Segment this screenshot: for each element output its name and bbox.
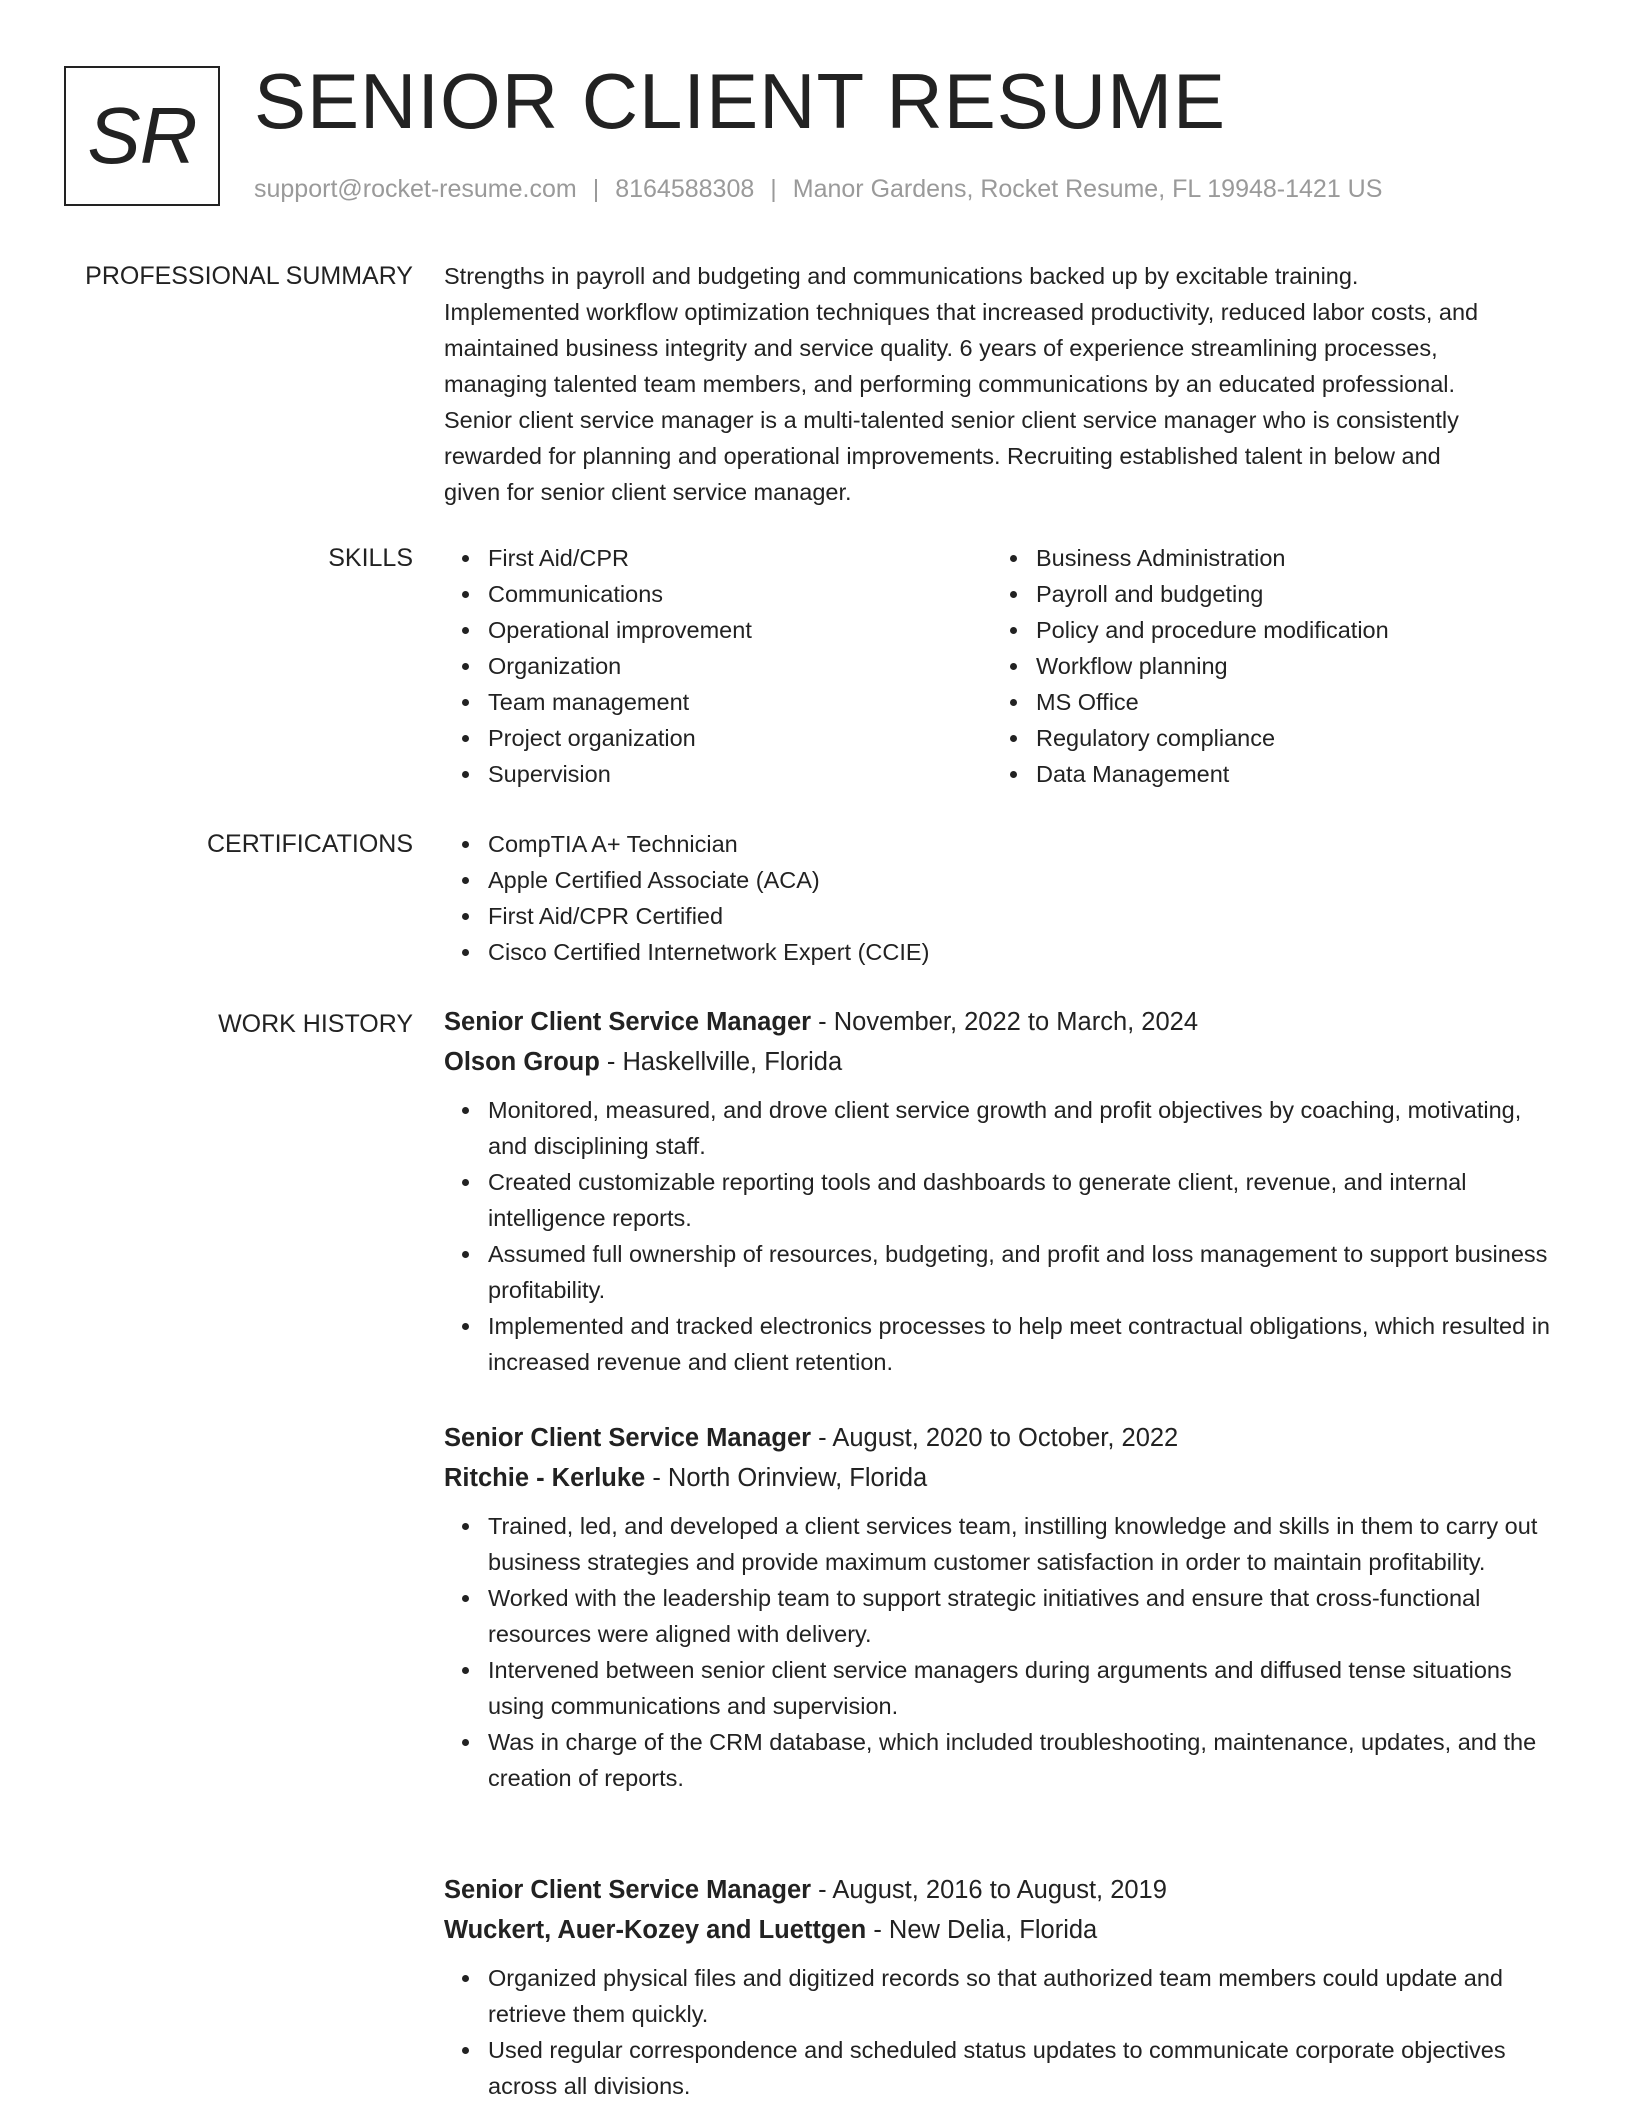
job-bullet: Used regular correspondence and scheduled status updates to communicate corporate objectives across all divisions.	[444, 2032, 1562, 2104]
section-label-summary: PROFESSIONAL SUMMARY	[85, 262, 413, 290]
job-location: - New Delia, Florida	[873, 1916, 1098, 1944]
summary-line: managing talented team members, and performing communications by an educated professional.	[444, 371, 1456, 397]
job-bullet: Worked with the leadership team to support strategic initiatives and ensure that cross-functional resources were aligned with delivery.	[444, 1580, 1562, 1652]
job-bullet: Implemented and tracked electronics processes to help meet contractual obligations, which resulted in increased revenue and client retention.	[444, 1308, 1562, 1380]
skill-item: Business Administration	[992, 540, 1540, 576]
certifications-body	[444, 826, 1562, 970]
job-bullets	[444, 1092, 1562, 1380]
job-location: - Haskellville, Florida	[606, 1048, 843, 1076]
skills-body	[444, 540, 1562, 792]
skill-item: Team management	[444, 684, 992, 720]
certification-item: Cisco Certified Internetwork Expert (CCIE)	[444, 934, 1562, 970]
summary-paragraph	[444, 258, 1562, 510]
job-title-line	[444, 1002, 1562, 1042]
section-label-certifications: CERTIFICATIONS	[206, 830, 413, 858]
job-title-line	[444, 1418, 1562, 1458]
job-company: Olson Group	[444, 1048, 600, 1076]
job-dates: - August, 2016 to August, 2019	[818, 1876, 1167, 1904]
skill-item: Data Management	[992, 756, 1540, 792]
job-dates: - August, 2020 to October, 2022	[818, 1424, 1179, 1452]
certification-item: Apple Certified Associate (ACA)	[444, 862, 1562, 898]
skill-item: Operational improvement	[444, 612, 992, 648]
section-label-work-history: WORK HISTORY	[218, 1010, 413, 1038]
job-location: - North Orinview, Florida	[652, 1464, 928, 1492]
job-entry	[444, 1002, 1562, 1380]
monogram-text: SR	[87, 91, 197, 180]
job-company: Ritchie - Kerluke	[444, 1464, 646, 1492]
skill-item: First Aid/CPR	[444, 540, 992, 576]
skill-item: Project organization	[444, 720, 992, 756]
job-company-line	[444, 1042, 1562, 1082]
skill-item: MS Office	[992, 684, 1540, 720]
monogram-badge	[64, 66, 220, 206]
job-dates: - November, 2022 to March, 2024	[818, 1008, 1199, 1036]
summary-line: rewarded for planning and operational improvements. Recruiting established talent in below and	[444, 443, 1441, 469]
summary-line: given for senior client service manager.	[444, 479, 852, 505]
contact-address: Manor Gardens, Rocket Resume, FL 19948-1421 US	[792, 175, 1383, 203]
skills-list-right	[992, 540, 1540, 792]
summary-line: maintained business integrity and service quality. 6 years of experience streamlining processes,	[444, 335, 1438, 361]
job-entry	[444, 1418, 1562, 1796]
skill-item: Payroll and budgeting	[992, 576, 1540, 612]
job-title-line	[444, 1870, 1562, 1910]
skill-item: Policy and procedure modification	[992, 612, 1540, 648]
contact-line	[254, 174, 1382, 204]
certification-item: CompTIA A+ Technician	[444, 826, 1562, 862]
contact-separator: |	[770, 175, 777, 203]
section-label-skills: SKILLS	[328, 544, 413, 572]
job-bullet: Assumed full ownership of resources, budgeting, and profit and loss management to support business profitability.	[444, 1236, 1562, 1308]
job-bullet: Created customizable reporting tools and dashboards to generate client, revenue, and internal intelligence reports.	[444, 1164, 1562, 1236]
job-title: Senior Client Service Manager	[444, 1876, 812, 1904]
job-company-line	[444, 1910, 1562, 1950]
summary-line: Strengths in payroll and budgeting and communications backed up by excitable training.	[444, 263, 1359, 289]
certifications-list	[444, 826, 1562, 970]
job-bullet: Intervened between senior client service managers during arguments and diffused tense situations using communications and supervision.	[444, 1652, 1562, 1724]
summary-line: Senior client service manager is a multi-talented senior client service manager who is consistently	[444, 407, 1459, 433]
contact-email[interactable]: support@rocket-resume.com	[254, 175, 577, 203]
contact-separator: |	[592, 175, 600, 203]
job-bullet: Monitored, measured, and drove client service growth and profit objectives by coaching, motivating, and disciplining staff.	[444, 1092, 1562, 1164]
job-bullets	[444, 1508, 1562, 1796]
skill-item: Communications	[444, 576, 992, 612]
job-entry	[444, 1870, 1562, 2104]
job-bullet: Trained, led, and developed a client services team, instilling knowledge and skills in them to carry out business strategies and provide maximum customer satisfaction in order to maintain profitability.	[444, 1508, 1562, 1580]
job-company-line	[444, 1458, 1562, 1498]
summary-body	[444, 258, 1562, 510]
skill-item: Supervision	[444, 756, 992, 792]
job-company: Wuckert, Auer-Kozey and Luettgen	[444, 1916, 867, 1944]
skills-list-left	[444, 540, 992, 792]
resume-title: SENIOR CLIENT RESUME	[254, 57, 1227, 145]
job-bullet: Was in charge of the CRM database, which included troubleshooting, maintenance, updates, and the creation of reports.	[444, 1724, 1562, 1796]
skill-item: Workflow planning	[992, 648, 1540, 684]
certification-item: First Aid/CPR Certified	[444, 898, 1562, 934]
skill-item: Organization	[444, 648, 992, 684]
job-bullets	[444, 1960, 1562, 2104]
job-title: Senior Client Service Manager	[444, 1424, 812, 1452]
job-title: Senior Client Service Manager	[444, 1008, 812, 1036]
contact-phone[interactable]: 8164588308	[615, 175, 755, 203]
job-bullet: Organized physical files and digitized records so that authorized team members could update and retrieve them quickly.	[444, 1960, 1562, 2032]
skill-item: Regulatory compliance	[992, 720, 1540, 756]
summary-line: Implemented workflow optimization techniques that increased productivity, reduced labor costs, and	[444, 299, 1479, 325]
